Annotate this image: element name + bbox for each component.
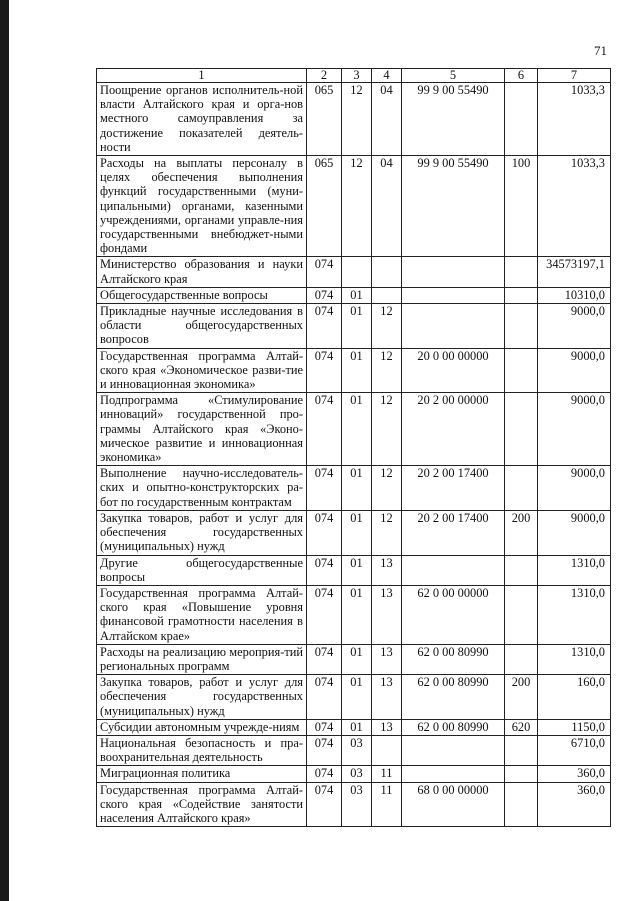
target-article-code-cell: 68 0 00 00000 bbox=[402, 782, 505, 827]
expense-type-code-cell bbox=[505, 466, 538, 511]
expense-type-code-cell bbox=[505, 83, 538, 156]
ministry-code-cell: 074 bbox=[307, 719, 342, 735]
table-row bbox=[97, 304, 611, 349]
item-name-cell: Государственная программа Алтай-ского края «Повышение уровня финансовой грамотности населения в Алтайском крае» bbox=[97, 585, 307, 644]
target-article-code-cell: 20 2 00 00000 bbox=[402, 393, 505, 466]
target-article-code-cell bbox=[402, 304, 505, 349]
table-row bbox=[97, 156, 611, 257]
section-code-cell: 03 bbox=[342, 782, 372, 827]
target-article-code-cell bbox=[402, 257, 505, 287]
expense-type-code-cell bbox=[505, 644, 538, 674]
target-article-code-cell bbox=[402, 735, 505, 765]
table-row bbox=[97, 735, 611, 765]
item-name-cell: Поощрение органов исполнитель-ной власти Алтайского края и орга-нов местного самоуправления за достижение показателей деятель-ности bbox=[97, 83, 307, 156]
expense-type-code-cell: 200 bbox=[505, 510, 538, 555]
ministry-code-cell: 065 bbox=[307, 83, 342, 156]
section-code-cell: 01 bbox=[342, 675, 372, 720]
scan-edge-bar bbox=[0, 0, 9, 901]
amount-cell: 1310,0 bbox=[538, 585, 611, 644]
ministry-code-cell: 074 bbox=[307, 766, 342, 782]
subsection-code-cell: 11 bbox=[372, 782, 402, 827]
target-article-code-cell: 20 2 00 17400 bbox=[402, 466, 505, 511]
target-article-code-cell: 62 0 00 80990 bbox=[402, 719, 505, 735]
ministry-code-cell: 074 bbox=[307, 735, 342, 765]
item-name-cell: Общегосударственные вопросы bbox=[97, 287, 307, 303]
amount-cell: 360,0 bbox=[538, 782, 611, 827]
ministry-code-cell: 074 bbox=[307, 644, 342, 674]
ministry-code-cell: 074 bbox=[307, 393, 342, 466]
subsection-code-cell: 04 bbox=[372, 83, 402, 156]
section-code-cell: 12 bbox=[342, 156, 372, 257]
table-row bbox=[97, 510, 611, 555]
ministry-code-cell: 074 bbox=[307, 466, 342, 511]
target-article-code-cell: 99 9 00 55490 bbox=[402, 83, 505, 156]
subsection-code-cell: 12 bbox=[372, 510, 402, 555]
ministry-code-cell: 074 bbox=[307, 510, 342, 555]
item-name-cell: Государственная программа Алтай-ского края «Содействие занятости населения Алтайского края» bbox=[97, 782, 307, 827]
item-name-cell: Подпрограмма «Стимулирование инноваций» государственной про-граммы Алтайского края «Эконо-мическое развитие и инновационная экономика» bbox=[97, 393, 307, 466]
section-code-cell: 01 bbox=[342, 348, 372, 393]
target-article-code-cell: 62 0 00 00000 bbox=[402, 585, 505, 644]
amount-cell: 10310,0 bbox=[538, 287, 611, 303]
table-row bbox=[97, 348, 611, 393]
item-name-cell: Другие общегосударственные вопросы bbox=[97, 555, 307, 585]
table-row bbox=[97, 782, 611, 827]
item-name-cell: Расходы на выплаты персоналу в целях обеспечения выполнения функций государственными (муни-ципальными) органами, казенными учреждениями, органами управле-ния государственными внебюджет-ными фондами bbox=[97, 156, 307, 257]
target-article-code-cell: 20 0 00 00000 bbox=[402, 348, 505, 393]
item-name-cell: Закупка товаров, работ и услуг для обеспечения государственных (муниципальных) нужд bbox=[97, 510, 307, 555]
section-code-cell: 01 bbox=[342, 644, 372, 674]
amount-cell: 9000,0 bbox=[538, 393, 611, 466]
amount-cell: 160,0 bbox=[538, 675, 611, 720]
amount-cell: 6710,0 bbox=[538, 735, 611, 765]
expense-type-code-cell bbox=[505, 735, 538, 765]
expense-type-code-cell bbox=[505, 287, 538, 303]
column-header: 2 bbox=[307, 69, 342, 83]
table-header-row bbox=[97, 69, 611, 83]
ministry-code-cell: 074 bbox=[307, 287, 342, 303]
amount-cell: 9000,0 bbox=[538, 304, 611, 349]
expense-type-code-cell bbox=[505, 766, 538, 782]
target-article-code-cell bbox=[402, 766, 505, 782]
subsection-code-cell: 04 bbox=[372, 156, 402, 257]
expense-type-code-cell bbox=[505, 257, 538, 287]
section-code-cell: 01 bbox=[342, 585, 372, 644]
table-row bbox=[97, 393, 611, 466]
table-row bbox=[97, 644, 611, 674]
expense-type-code-cell bbox=[505, 393, 538, 466]
item-name-cell: Субсидии автономным учрежде-ниям bbox=[97, 719, 307, 735]
section-code-cell: 01 bbox=[342, 393, 372, 466]
expense-type-code-cell bbox=[505, 348, 538, 393]
expense-type-code-cell bbox=[505, 782, 538, 827]
expense-type-code-cell bbox=[505, 555, 538, 585]
target-article-code-cell: 62 0 00 80990 bbox=[402, 644, 505, 674]
ministry-code-cell: 074 bbox=[307, 304, 342, 349]
amount-cell: 9000,0 bbox=[538, 466, 611, 511]
expense-type-code-cell: 200 bbox=[505, 675, 538, 720]
subsection-code-cell bbox=[372, 257, 402, 287]
column-header: 7 bbox=[538, 69, 611, 83]
column-header: 4 bbox=[372, 69, 402, 83]
column-header: 6 bbox=[505, 69, 538, 83]
subsection-code-cell: 12 bbox=[372, 348, 402, 393]
subsection-code-cell: 13 bbox=[372, 585, 402, 644]
item-name-cell: Прикладные научные исследования в области общегосударственных вопросов bbox=[97, 304, 307, 349]
ministry-code-cell: 074 bbox=[307, 585, 342, 644]
ministry-code-cell: 074 bbox=[307, 782, 342, 827]
amount-cell: 9000,0 bbox=[538, 348, 611, 393]
expense-type-code-cell bbox=[505, 585, 538, 644]
table-row bbox=[97, 83, 611, 156]
amount-cell: 1150,0 bbox=[538, 719, 611, 735]
subsection-code-cell: 12 bbox=[372, 393, 402, 466]
section-code-cell: 01 bbox=[342, 719, 372, 735]
item-name-cell: Миграционная политика bbox=[97, 766, 307, 782]
table-row bbox=[97, 287, 611, 303]
subsection-code-cell: 13 bbox=[372, 675, 402, 720]
section-code-cell: 03 bbox=[342, 766, 372, 782]
table-row bbox=[97, 719, 611, 735]
item-name-cell: Выполнение научно-исследователь-ских и опытно-конструкторских ра-бот по государственным контрактам bbox=[97, 466, 307, 511]
subsection-code-cell: 11 bbox=[372, 766, 402, 782]
section-code-cell: 01 bbox=[342, 466, 372, 511]
subsection-code-cell: 13 bbox=[372, 555, 402, 585]
amount-cell: 34573197,1 bbox=[538, 257, 611, 287]
item-name-cell: Закупка товаров, работ и услуг для обеспечения государственных (муниципальных) нужд bbox=[97, 675, 307, 720]
section-code-cell bbox=[342, 257, 372, 287]
item-name-cell: Национальная безопасность и пра-воохранительная деятельность bbox=[97, 735, 307, 765]
section-code-cell: 01 bbox=[342, 555, 372, 585]
target-article-code-cell bbox=[402, 287, 505, 303]
target-article-code-cell: 99 9 00 55490 bbox=[402, 156, 505, 257]
amount-cell: 360,0 bbox=[538, 766, 611, 782]
amount-cell: 9000,0 bbox=[538, 510, 611, 555]
target-article-code-cell: 62 0 00 80990 bbox=[402, 675, 505, 720]
subsection-code-cell: 13 bbox=[372, 719, 402, 735]
table-row bbox=[97, 555, 611, 585]
budget-table bbox=[96, 68, 611, 827]
ministry-code-cell: 074 bbox=[307, 257, 342, 287]
item-name-cell: Министерство образования и науки Алтайского края bbox=[97, 257, 307, 287]
expense-type-code-cell: 620 bbox=[505, 719, 538, 735]
section-code-cell: 03 bbox=[342, 735, 372, 765]
column-header: 5 bbox=[402, 69, 505, 83]
subsection-code-cell: 13 bbox=[372, 644, 402, 674]
section-code-cell: 12 bbox=[342, 83, 372, 156]
subsection-code-cell: 12 bbox=[372, 304, 402, 349]
page-number: 71 bbox=[594, 43, 607, 58]
target-article-code-cell: 20 2 00 17400 bbox=[402, 510, 505, 555]
subsection-code-cell bbox=[372, 287, 402, 303]
table-row bbox=[97, 675, 611, 720]
section-code-cell: 01 bbox=[342, 510, 372, 555]
table-row bbox=[97, 257, 611, 287]
section-code-cell: 01 bbox=[342, 287, 372, 303]
ministry-code-cell: 074 bbox=[307, 555, 342, 585]
expense-type-code-cell: 100 bbox=[505, 156, 538, 257]
column-header: 1 bbox=[97, 69, 307, 83]
amount-cell: 1310,0 bbox=[538, 555, 611, 585]
item-name-cell: Государственная программа Алтай-ского края «Экономическое разви-тие и инновационная экономика» bbox=[97, 348, 307, 393]
ministry-code-cell: 074 bbox=[307, 675, 342, 720]
expense-type-code-cell bbox=[505, 304, 538, 349]
subsection-code-cell: 12 bbox=[372, 466, 402, 511]
item-name-cell: Расходы на реализацию мероприя-тий региональных программ bbox=[97, 644, 307, 674]
amount-cell: 1310,0 bbox=[538, 644, 611, 674]
column-header: 3 bbox=[342, 69, 372, 83]
ministry-code-cell: 065 bbox=[307, 156, 342, 257]
ministry-code-cell: 074 bbox=[307, 348, 342, 393]
target-article-code-cell bbox=[402, 555, 505, 585]
amount-cell: 1033,3 bbox=[538, 83, 611, 156]
table-row bbox=[97, 466, 611, 511]
amount-cell: 1033,3 bbox=[538, 156, 611, 257]
section-code-cell: 01 bbox=[342, 304, 372, 349]
table-row bbox=[97, 766, 611, 782]
subsection-code-cell bbox=[372, 735, 402, 765]
table-row bbox=[97, 585, 611, 644]
